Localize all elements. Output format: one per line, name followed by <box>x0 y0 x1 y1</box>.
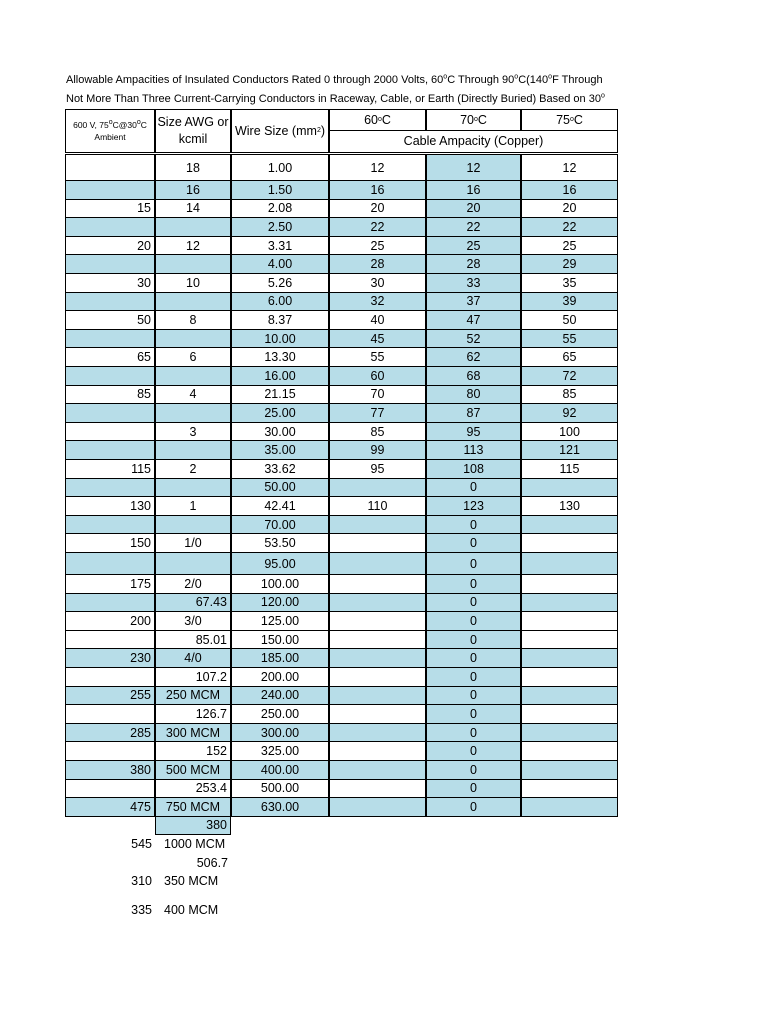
ampacity-75c-cell <box>521 779 618 799</box>
ampacity-70c-cell: 12 <box>426 154 521 181</box>
wire-size-cell: 70.00 <box>231 515 329 535</box>
ampacity-70c-cell: 113 <box>426 440 521 460</box>
ambient-cell <box>65 741 155 761</box>
ampacity-70c-cell: 0 <box>426 574 521 594</box>
ampacity-75c-cell: 12 <box>521 154 618 181</box>
ambient-cell <box>65 180 155 200</box>
ampacity-60c-cell <box>329 533 426 553</box>
ampacity-70c-cell: 0 <box>426 593 521 613</box>
ambient-cell: 85 <box>65 385 155 405</box>
ampacity-70c-cell: 25 <box>426 236 521 256</box>
ambient-cell: 175 <box>65 574 155 594</box>
ampacity-60c-cell: 25 <box>329 236 426 256</box>
ambient-cell <box>65 217 155 237</box>
size-cell: 10 <box>155 273 231 293</box>
ampacity-60c-cell <box>329 704 426 724</box>
wire-size-cell: 120.00 <box>231 593 329 613</box>
ambient-cell <box>65 440 155 460</box>
header-ambient: 600 V, 75$^o$C@30$^o$C Ambient <box>65 109 155 153</box>
ampacity-70c-cell: 108 <box>426 459 521 479</box>
ampacity-75c-cell <box>521 533 618 553</box>
ampacity-75c-cell <box>521 593 618 613</box>
wire-size-cell: 630.00 <box>231 797 329 817</box>
size-cell: 1/0 <box>155 533 231 553</box>
size-cell: 350 MCM <box>164 874 219 889</box>
wire-size-cell: 250.00 <box>231 704 329 724</box>
size-cell: 85.01 <box>155 630 231 650</box>
ampacity-70c-cell: 22 <box>426 217 521 237</box>
ampacity-75c-cell <box>521 648 618 668</box>
ambient-cell <box>65 292 155 312</box>
ampacity-75c-cell <box>521 630 618 650</box>
header-70c: 70 o C <box>426 109 521 131</box>
ambient-cell: 15 <box>65 199 155 219</box>
ampacity-75c-cell: 85 <box>521 385 618 405</box>
ambient-cell: 335 <box>131 902 152 917</box>
ambient-cell <box>65 704 155 724</box>
ampacity-70c-cell: 0 <box>426 667 521 687</box>
ampacity-75c-cell <box>521 704 618 724</box>
ambient-cell <box>65 329 155 349</box>
size-cell: 500 MCM <box>155 760 231 780</box>
ampacity-70c-cell: 62 <box>426 347 521 367</box>
ambient-cell <box>65 403 155 423</box>
ampacity-70c-cell: 80 <box>426 385 521 405</box>
ampacity-75c-cell <box>521 686 618 706</box>
size-cell <box>155 478 231 498</box>
ampacity-60c-cell: 30 <box>329 273 426 293</box>
ampacity-70c-cell: 68 <box>426 366 521 386</box>
ambient-cell: 310 <box>131 874 152 889</box>
ampacity-75c-cell: 22 <box>521 217 618 237</box>
ampacity-70c-cell: 0 <box>426 741 521 761</box>
ampacity-75c-cell: 39 <box>521 292 618 312</box>
ampacity-60c-cell: 55 <box>329 347 426 367</box>
ambient-cell: 285 <box>65 723 155 743</box>
wire-size-cell: 6.00 <box>231 292 329 312</box>
ampacity-75c-cell: 55 <box>521 329 618 349</box>
size-cell <box>155 292 231 312</box>
ampacity-70c-cell: 0 <box>426 515 521 535</box>
wire-size-cell: 125.00 <box>231 611 329 631</box>
ampacity-60c-cell: 16 <box>329 180 426 200</box>
ampacity-75c-cell <box>521 552 618 575</box>
ampacity-70c-cell: 0 <box>426 760 521 780</box>
ambient-cell <box>65 630 155 650</box>
ambient-cell <box>65 366 155 386</box>
ampacity-75c-cell <box>521 611 618 631</box>
ampacity-75c-cell: 25 <box>521 236 618 256</box>
ampacity-60c-cell <box>329 779 426 799</box>
ampacity-60c-cell <box>329 478 426 498</box>
ampacity-75c-cell <box>521 760 618 780</box>
ampacity-70c-cell: 16 <box>426 180 521 200</box>
ampacity-60c-cell <box>329 723 426 743</box>
size-cell: 4 <box>155 385 231 405</box>
ampacity-70c-cell: 0 <box>426 723 521 743</box>
ampacity-75c-cell: 92 <box>521 403 618 423</box>
ampacity-75c-cell: 35 <box>521 273 618 293</box>
ampacity-60c-cell <box>329 593 426 613</box>
ampacity-75c-cell: 130 <box>521 496 618 516</box>
ampacity-75c-cell <box>521 667 618 687</box>
ampacity-70c-cell: 87 <box>426 403 521 423</box>
ampacity-60c-cell: 22 <box>329 217 426 237</box>
ampacity-70c-cell: 0 <box>426 779 521 799</box>
wire-size-cell: 185.00 <box>231 648 329 668</box>
size-cell: 250 MCM <box>155 686 231 706</box>
ampacity-60c-cell: 60 <box>329 366 426 386</box>
ambient-cell: 20 <box>65 236 155 256</box>
ampacity-75c-cell <box>521 741 618 761</box>
ampacity-75c-cell: 115 <box>521 459 618 479</box>
ampacity-60c-cell: 12 <box>329 154 426 181</box>
ampacity-60c-cell: 85 <box>329 422 426 442</box>
size-cell: 14 <box>155 199 231 219</box>
wire-size-cell: 8.37 <box>231 310 329 330</box>
size-cell: 8 <box>155 310 231 330</box>
ampacity-70c-cell: 47 <box>426 310 521 330</box>
ambient-cell <box>65 854 155 872</box>
wire-size-cell: 10.00 <box>231 329 329 349</box>
ampacity-75c-cell <box>521 574 618 594</box>
ampacity-60c-cell <box>329 667 426 687</box>
header-size-awg: Size AWG or kcmil <box>155 109 231 153</box>
wire-size-cell: 25.00 <box>231 403 329 423</box>
ampacity-60c-cell <box>329 797 426 817</box>
ampacity-70c-cell: 52 <box>426 329 521 349</box>
ampacity-75c-cell: 100 <box>521 422 618 442</box>
ampacity-60c-cell <box>329 515 426 535</box>
ampacity-70c-cell: 0 <box>426 611 521 631</box>
ambient-cell <box>65 779 155 799</box>
size-cell: 400 MCM <box>164 902 219 917</box>
size-cell: 253.4 <box>155 779 231 799</box>
wire-size-cell: 100.00 <box>231 574 329 594</box>
wire-size-cell: 21.15 <box>231 385 329 405</box>
size-cell <box>155 366 231 386</box>
ampacity-60c-cell: 40 <box>329 310 426 330</box>
ampacity-70c-cell: 0 <box>426 704 521 724</box>
size-cell: 107.2 <box>155 667 231 687</box>
size-cell: 506.7 <box>196 855 228 870</box>
ambient-cell: 200 <box>65 611 155 631</box>
ampacity-75c-cell <box>521 723 618 743</box>
ambient-cell <box>65 552 155 575</box>
wire-size-cell: 300.00 <box>231 723 329 743</box>
ampacity-75c-cell <box>521 515 618 535</box>
wire-size-cell: 1.00 <box>231 154 329 181</box>
ampacity-60c-cell: 95 <box>329 459 426 479</box>
size-cell: 750 MCM <box>155 797 231 817</box>
ambient-cell: 30 <box>65 273 155 293</box>
size-cell: 18 <box>155 154 231 181</box>
table-title-line-2: Not More Than Three Current-Carrying Conductors in Raceway, Cable, or Earth (Directly Buried) Based on 30$^o$ <box>66 92 605 105</box>
size-cell: 12 <box>155 236 231 256</box>
size-cell: 4/0 <box>155 648 231 668</box>
ampacity-60c-cell: 99 <box>329 440 426 460</box>
wire-size-cell: 150.00 <box>231 630 329 650</box>
wire-size-cell: 35.00 <box>231 440 329 460</box>
ampacity-75c-cell <box>521 478 618 498</box>
size-cell: 152 <box>155 741 231 761</box>
header-cable-ampacity: Cable Ampacity (Copper) <box>329 130 618 153</box>
ampacity-70c-cell: 0 <box>426 478 521 498</box>
ampacity-60c-cell: 45 <box>329 329 426 349</box>
size-cell: 2/0 <box>155 574 231 594</box>
size-cell: 1 <box>155 496 231 516</box>
size-cell: 3/0 <box>155 611 231 631</box>
ambient-cell <box>65 667 155 687</box>
wire-size-cell: 5.26 <box>231 273 329 293</box>
wire-size-cell: 2.08 <box>231 199 329 219</box>
wire-size-cell: 53.50 <box>231 533 329 553</box>
size-cell: 300 MCM <box>155 723 231 743</box>
ambient-cell <box>65 593 155 613</box>
ambient-cell <box>65 816 155 835</box>
ampacity-75c-cell: 20 <box>521 199 618 219</box>
size-cell: 380 <box>155 816 231 835</box>
size-cell: 67.43 <box>155 593 231 613</box>
ampacity-60c-cell <box>329 552 426 575</box>
size-cell: 16 <box>155 180 231 200</box>
size-cell <box>155 254 231 274</box>
ampacity-70c-cell: 33 <box>426 273 521 293</box>
ampacity-70c-cell: 37 <box>426 292 521 312</box>
size-cell: 6 <box>155 347 231 367</box>
header-wire-size: Wire Size (mm 2 ) <box>231 109 329 153</box>
ambient-cell: 545 <box>131 837 152 852</box>
ambient-cell: 475 <box>65 797 155 817</box>
ambient-cell <box>65 154 155 181</box>
wire-size-cell: 33.62 <box>231 459 329 479</box>
wire-size-cell: 50.00 <box>231 478 329 498</box>
ampacity-75c-cell: 50 <box>521 310 618 330</box>
ambient-cell <box>65 254 155 274</box>
wire-size-cell: 2.50 <box>231 217 329 237</box>
ampacity-60c-cell: 20 <box>329 199 426 219</box>
ampacity-60c-cell <box>329 760 426 780</box>
ampacity-70c-cell: 0 <box>426 552 521 575</box>
size-cell <box>155 440 231 460</box>
ambient-cell: 230 <box>65 648 155 668</box>
header-75c: 75 o C <box>521 109 618 131</box>
ampacity-60c-cell: 110 <box>329 496 426 516</box>
wire-size-cell: 42.41 <box>231 496 329 516</box>
ambient-cell: 65 <box>65 347 155 367</box>
ambient-cell: 255 <box>65 686 155 706</box>
ampacity-60c-cell: 28 <box>329 254 426 274</box>
ambient-cell: 130 <box>65 496 155 516</box>
ampacity-70c-cell: 0 <box>426 797 521 817</box>
ampacity-70c-cell: 123 <box>426 496 521 516</box>
wire-size-cell: 30.00 <box>231 422 329 442</box>
ampacity-60c-cell <box>329 630 426 650</box>
wire-size-cell: 400.00 <box>231 760 329 780</box>
size-cell: 1000 MCM <box>164 837 226 852</box>
ampacity-60c-cell: 77 <box>329 403 426 423</box>
ampacity-75c-cell: 65 <box>521 347 618 367</box>
ambient-cell <box>65 478 155 498</box>
ampacity-60c-cell <box>329 574 426 594</box>
ampacity-60c-cell: 32 <box>329 292 426 312</box>
ambient-cell: 115 <box>65 459 155 479</box>
ampacity-60c-cell <box>329 686 426 706</box>
size-cell: 2 <box>155 459 231 479</box>
ampacity-70c-cell: 0 <box>426 648 521 668</box>
ampacity-70c-cell: 0 <box>426 686 521 706</box>
ampacity-75c-cell: 121 <box>521 440 618 460</box>
ampacity-60c-cell <box>329 611 426 631</box>
ambient-cell: 380 <box>65 760 155 780</box>
ambient-cell <box>65 422 155 442</box>
ampacity-70c-cell: 0 <box>426 630 521 650</box>
ampacity-60c-cell <box>329 741 426 761</box>
size-cell: 3 <box>155 422 231 442</box>
ampacity-75c-cell <box>521 797 618 817</box>
ampacity-75c-cell: 16 <box>521 180 618 200</box>
table-title-line-1: Allowable Ampacities of Insulated Conductors Rated 0 through 2000 Volts, 60$^o$C Through 90$^o$C(140$^o$F Through <box>66 73 603 86</box>
ampacity-70c-cell: 20 <box>426 199 521 219</box>
size-cell <box>155 515 231 535</box>
wire-size-cell: 1.50 <box>231 180 329 200</box>
header-60c: 60 o C <box>329 109 426 131</box>
wire-size-cell: 240.00 <box>231 686 329 706</box>
ampacity-70c-cell: 95 <box>426 422 521 442</box>
size-cell <box>155 329 231 349</box>
wire-size-cell: 4.00 <box>231 254 329 274</box>
size-cell <box>155 217 231 237</box>
ampacity-75c-cell: 72 <box>521 366 618 386</box>
ampacity-60c-cell <box>329 648 426 668</box>
ampacity-60c-cell: 70 <box>329 385 426 405</box>
wire-size-cell: 16.00 <box>231 366 329 386</box>
wire-size-cell: 95.00 <box>231 552 329 575</box>
wire-size-cell: 200.00 <box>231 667 329 687</box>
ampacity-75c-cell: 29 <box>521 254 618 274</box>
size-cell <box>155 403 231 423</box>
ampacity-70c-cell: 28 <box>426 254 521 274</box>
ambient-cell: 150 <box>65 533 155 553</box>
ambient-cell: 50 <box>65 310 155 330</box>
wire-size-cell: 500.00 <box>231 779 329 799</box>
ampacity-70c-cell: 0 <box>426 533 521 553</box>
wire-size-cell: 3.31 <box>231 236 329 256</box>
wire-size-cell: 325.00 <box>231 741 329 761</box>
size-cell: 126.7 <box>155 704 231 724</box>
ambient-cell <box>65 515 155 535</box>
wire-size-cell: 13.30 <box>231 347 329 367</box>
size-cell <box>155 552 231 575</box>
